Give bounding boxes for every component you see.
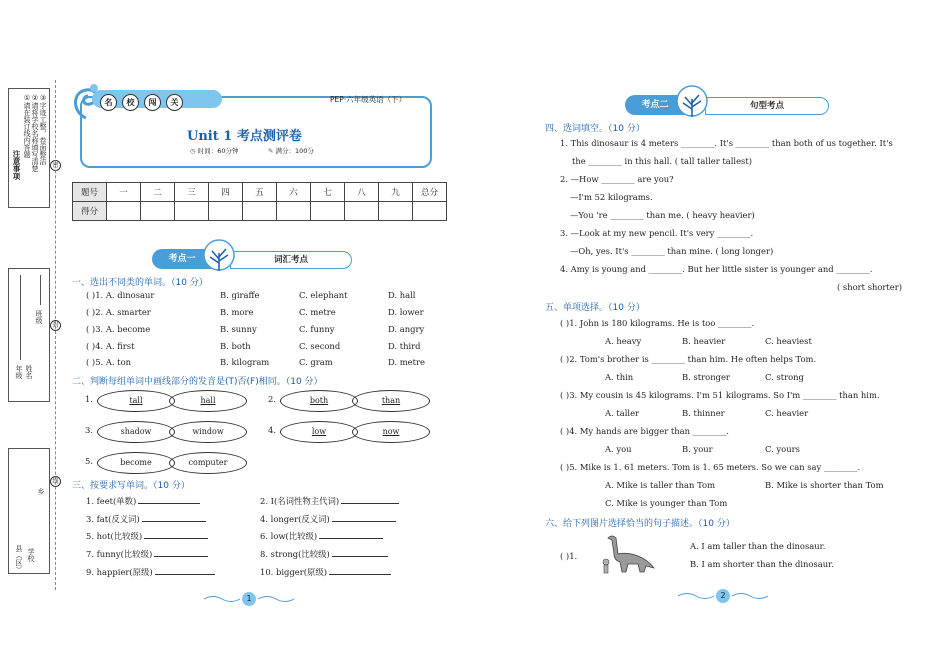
s3-item-1: 1. feet(单数) (86, 495, 200, 507)
s4-line-4: —I'm 52 kilograms. (570, 192, 653, 202)
s1-q2-b: B. more (220, 307, 254, 317)
score-cell[interactable] (345, 202, 379, 221)
th-2: 二 (141, 183, 175, 202)
brand-char-4: 关 (166, 94, 183, 111)
s2-word-become: become (97, 452, 175, 474)
series-label: PEP·六年级英语（下） (330, 95, 407, 104)
th-8: 八 (345, 183, 379, 202)
s1-q3: ( )3. A. become (86, 324, 151, 334)
seal-line (55, 80, 56, 590)
s2-word-computer: computer (169, 452, 247, 474)
school-label: 学校 (27, 548, 35, 562)
note-1: ①请在装订线内答题 (23, 94, 31, 158)
tree-icon (673, 85, 711, 121)
s1-q4-c: C. second (299, 341, 341, 351)
s5-q1-a: A. heavy (605, 336, 642, 346)
th-total: 总分 (413, 183, 447, 202)
s3-item-10: 10. bigger(原级) (260, 566, 391, 578)
s3-item-9: 9. happier(原级) (86, 566, 215, 578)
s2-pair-1-num: 1. (85, 394, 93, 404)
score-cell[interactable] (175, 202, 209, 221)
s4-title: 四、选词填空。（10 分） (545, 124, 645, 134)
score-row (73, 202, 447, 221)
county-label: 县（区） (15, 545, 23, 573)
s3-list (86, 495, 436, 585)
s4-line-8: 4. Amy is young and ________. But her little sister is younger and ________. (560, 264, 873, 274)
s2-word-now: now (352, 421, 430, 443)
th-1: 一 (107, 183, 141, 202)
kaodian-1-label: 考点一 (152, 249, 212, 269)
score-cell[interactable] (141, 202, 175, 221)
s4-line-3: 2. —How ________ are you? (560, 174, 674, 184)
line-class (40, 275, 41, 305)
s1-title: 一、选出不同类的单词。（10 分） (72, 278, 208, 288)
s2-word-shadow: shadow (97, 421, 175, 443)
s2-pair-1 (85, 390, 255, 412)
s1-q2-c: C. metre (299, 307, 336, 317)
s5-q3-a: A. taller (605, 408, 640, 418)
seal-mark-2: 封 (50, 320, 61, 331)
s5-q3-b: B. thinner (682, 408, 725, 418)
pen-icon: ✎ (268, 147, 274, 155)
score-cell[interactable] (311, 202, 345, 221)
s1-q1-b: B. giraffe (220, 290, 260, 300)
s1-q4-b: B. both (220, 341, 251, 351)
seal-mark-3: 线 (50, 476, 61, 487)
s2-word-low: low (280, 421, 358, 443)
brand-char-2: 校 (122, 94, 139, 111)
time-label: ◷ 时间：60分钟 (190, 147, 239, 155)
s1-q1-d: D. hall (388, 290, 416, 300)
th-5: 五 (243, 183, 277, 202)
s1-q5-c: C. gram (299, 357, 333, 367)
score-cell[interactable] (209, 202, 243, 221)
score-cell[interactable] (413, 202, 447, 221)
s1-q4-d: D. third (388, 341, 421, 351)
s2-pair-5-num: 5. (85, 456, 93, 466)
th-3: 三 (175, 183, 209, 202)
s1-q5: ( )5. A. ton (86, 357, 132, 367)
s3-title: 三、按要求写单词。（10 分） (72, 481, 190, 491)
s5-q5-c: C. Mike is younger than Tom (605, 498, 728, 508)
s5-q2: ( )2. Tom's brother is ________ than him. He often helps Tom. (560, 354, 817, 364)
s1-q5-b: B. kilogram (220, 357, 270, 367)
s4-line-6: 3. —Look at my new pencil. It's very ________. (560, 228, 754, 238)
kaodian-2-banner (625, 95, 829, 115)
s1-q1: ( )1. A. dinosaur (86, 290, 155, 300)
class-label: 班级 (35, 310, 43, 324)
kaodian-2-label: 考点二 (625, 95, 685, 115)
brand-bar (92, 90, 222, 108)
s4-line-5: —You 're ________ than me. ( heavy heavier) (570, 210, 755, 220)
clock-icon: ◷ (190, 147, 196, 155)
s5-q5: ( )5. Mike is 1. 61 meters. Tom is 1. 65 meters. So we can say ________. (560, 462, 861, 472)
full-score-label: ✎ 满分：100分 (268, 147, 314, 155)
s3-item-2: 2. I(名词性物主代词) (260, 495, 399, 507)
brand-char-3: 闯 (144, 94, 161, 111)
s2-pair-4 (268, 421, 438, 443)
s6-q1: ( )1. (560, 551, 578, 561)
s5-q1: ( )1. John is 180 kilograms. He is too ________. (560, 318, 755, 328)
th-9: 九 (379, 183, 413, 202)
s3-item-3: 3. fat(反义词) (86, 513, 206, 525)
s2-word-both: both (280, 390, 358, 412)
grade-label: 年级 (15, 365, 23, 379)
score-header-row (73, 183, 447, 202)
page-number-left: 1 (242, 592, 256, 606)
th-label: 题号 (73, 183, 107, 202)
s5-q4: ( )4. My hands are bigger than ________. (560, 426, 729, 436)
th-6: 六 (277, 183, 311, 202)
town-label: 乡 (37, 488, 45, 495)
s1-q4: ( )4. A. first (86, 341, 135, 351)
page-footer-left (204, 592, 294, 606)
s2-title: 二、判断每组单词中画线部分的发音是(T)否(F)相同。（10 分） (72, 377, 323, 387)
s5-q4-c: C. yours (765, 444, 800, 454)
binding-strip (0, 0, 58, 672)
s1-q2: ( )2. A. smarter (86, 307, 151, 317)
s4-line-7: —Oh, yes. It's ________ than mine. ( long longer) (570, 246, 774, 256)
class-box (8, 268, 50, 402)
score-cell[interactable] (107, 202, 141, 221)
score-cell[interactable] (277, 202, 311, 221)
th-7: 七 (311, 183, 345, 202)
score-cell[interactable] (243, 202, 277, 221)
s2-pair-4-num: 4. (268, 425, 276, 435)
s2-word-hall: hall (169, 390, 247, 412)
th-4: 四 (209, 183, 243, 202)
s1-q3-d: D. angry (388, 324, 425, 334)
s1-q5-d: D. metre (388, 357, 425, 367)
s5-q5-a: A. Mike is taller than Tom (605, 480, 716, 490)
kaodian-2-topic: 句型考点 (705, 97, 829, 115)
s5-q2-b: B. stronger (682, 372, 730, 382)
s5-q2-a: A. thin (605, 372, 634, 382)
s1-q1-c: C. elephant (299, 290, 348, 300)
s2-pair-2 (268, 390, 438, 412)
seal-mark-1: 密 (50, 160, 61, 171)
s6-option-b: B. I am shorter than the dinosaur. (690, 559, 834, 569)
s2-pair-2-num: 2. (268, 394, 276, 404)
page-title: Unit 1 考点测评卷 (187, 129, 302, 144)
note-2: ②请将学校名称填写清楚 (31, 94, 39, 172)
s2-word-window: window (169, 421, 247, 443)
s5-q3: ( )3. My cousin is 45 kilograms. I'm 51 kilograms. So I'm ________ than him. (560, 390, 880, 400)
s1-q3-b: B. sunny (220, 324, 257, 334)
page-number-right: 2 (716, 589, 730, 603)
score-cell[interactable] (379, 202, 413, 221)
line-grade (20, 275, 21, 360)
tree-icon (200, 239, 238, 275)
s1-q2-d: D. lower (388, 307, 424, 317)
s6-title: 六、给下列图片选择恰当的句子描述。（10 分） (545, 519, 735, 529)
s4-line-2: the ________ in this hall. ( tall taller tallest) (572, 156, 752, 166)
s5-q4-a: A. you (605, 444, 632, 454)
s5-title: 五、单项选择。（10 分） (545, 303, 645, 313)
s2-pair-3-num: 3. (85, 425, 93, 435)
s3-item-8: 8. strong(比较级) (260, 548, 388, 560)
s6-option-a: A. I am taller than the dinosaur. (690, 541, 826, 551)
s3-item-7: 7. funny(比较级) (86, 548, 208, 560)
s2-pair-5 (85, 452, 255, 474)
kaodian-1-banner (152, 249, 352, 269)
dinosaur-picture (598, 532, 656, 574)
kaodian-1-topic: 词汇考点 (230, 251, 352, 269)
brand-char-1: 名 (100, 94, 117, 111)
s2-word-tall: tall (97, 390, 175, 412)
s4-line-1: 1. This dinosaur is 4 meters ________. It's ________ than both of us together. It's (560, 138, 893, 148)
page-footer-right (678, 589, 768, 603)
s5-q2-c: C. strong (765, 372, 804, 382)
exam-header (72, 82, 432, 170)
notes-title: 注意事项 (12, 150, 21, 180)
s5-q5-b: B. Mike is shorter than Tom (765, 480, 884, 490)
s2-pair-3 (85, 421, 255, 443)
s3-item-4: 4. longer(反义词) (260, 513, 396, 525)
note-3: ③字迹工整，卷面整洁 (39, 94, 47, 165)
score-table (72, 182, 447, 221)
s3-item-6: 6. low(比较级) (260, 530, 383, 542)
s2-word-than: than (352, 390, 430, 412)
s5-q4-b: B. your (682, 444, 713, 454)
s5-q1-c: C. heaviest (765, 336, 812, 346)
s4-line-9: ( short shorter) (837, 282, 903, 292)
s5-q1-b: B. heavier (682, 336, 726, 346)
s1-q3-c: C. funny (299, 324, 335, 334)
s5-q3-c: C. heavier (765, 408, 809, 418)
s3-item-5: 5. hot(比较级) (86, 530, 208, 542)
score-row-label: 得分 (73, 202, 107, 221)
name-label: 姓名 (25, 365, 33, 379)
